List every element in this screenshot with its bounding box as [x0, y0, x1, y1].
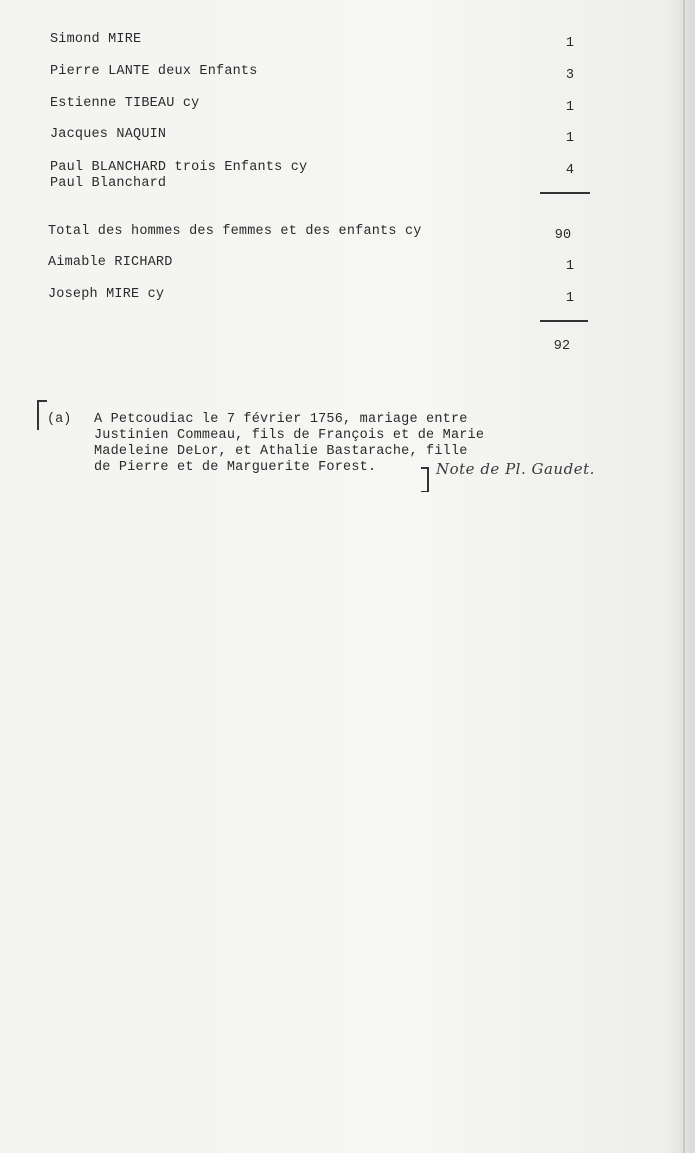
entry-count: 3	[565, 68, 575, 83]
bracket-close-mark	[421, 467, 429, 492]
entry-name: Pierre LANTE deux Enfants	[50, 64, 258, 79]
entry-count: 1	[565, 291, 575, 306]
entry-count: 1	[565, 131, 575, 146]
footnote-marker: (a)	[47, 412, 72, 427]
entry-count: 1	[565, 259, 575, 274]
grand-total: 92	[553, 339, 571, 354]
total-label: Total des hommes des femmes et des enfants cy	[48, 224, 422, 239]
page-edge-shadow	[683, 0, 685, 1153]
footnote-line: Justinien Commeau, fils de François et de Marie	[94, 428, 485, 443]
entry-name: Aimable RICHARD	[48, 255, 173, 270]
entry-count: 4	[565, 163, 575, 178]
entry-name: Paul BLANCHARD trois Enfants cy	[50, 160, 308, 175]
entry-subname: Paul Blanchard	[50, 176, 167, 191]
entry-count: 1	[565, 36, 575, 51]
grand-total-rule	[540, 320, 588, 322]
footnote-line: de Pierre et de Marguerite Forest.	[94, 460, 377, 475]
bracket-open-mark	[37, 400, 47, 430]
subtotal-rule	[540, 192, 590, 194]
entry-name: Joseph MIRE cy	[48, 287, 165, 302]
footnote-line: A Petcoudiac le 7 février 1756, mariage entre	[94, 412, 468, 427]
entry-count: 1	[565, 100, 575, 115]
entry-name: Jacques NAQUIN	[50, 127, 167, 142]
entry-name: Estienne TIBEAU cy	[50, 96, 200, 111]
entry-name: Simond MIRE	[50, 32, 142, 47]
total-count: 90	[554, 228, 572, 243]
footnote-line: Madeleine DeLor, et Athalie Bastarache, fille	[94, 444, 468, 459]
handwritten-note: Note de Pl. Gaudet.	[436, 460, 595, 478]
